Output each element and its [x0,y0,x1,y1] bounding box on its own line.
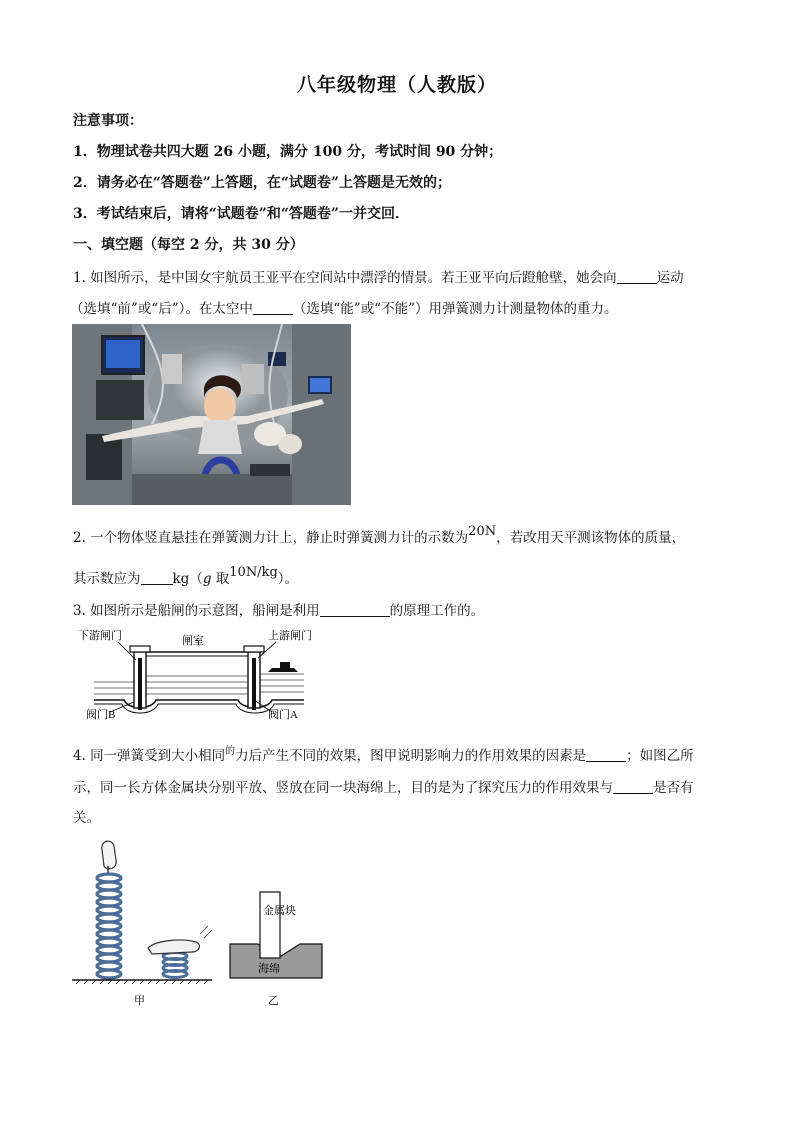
page-title: 八年级物理（人教版） [296,74,497,96]
section-heading: 一、填空题（每空 2 分，共 30 分） [73,237,304,253]
notice-item-2: 2．请务必在“答题卷”上答题，在“试题卷”上答题是无效的； [73,175,451,191]
ship-lock-diagram [72,628,312,723]
answer-blank[interactable] [320,602,390,617]
answer-blank[interactable] [613,779,653,794]
answer-blank[interactable] [253,300,293,315]
figure-label-jia: 甲 [134,995,145,1007]
answer-blank[interactable] [141,570,173,585]
q4-line1: 4. 同一弹簧受到大小相同$^的$力后产生不同的效果，图甲说明影响力的作用效果的因素是 ；如图乙所 [73,746,694,764]
notice-item-3: 3．考试结束后，请将“试题卷”和“答题卷”一并交回． [73,206,409,222]
space-station-photo [72,324,351,505]
q4-line3: 关。 [73,810,100,826]
q1-line1: 1. 如图所示，是中国女宇航员王亚平在空间站中漂浮的情景。若王亚平向后蹬舱壁，她会向 运动 [73,270,684,286]
valve-b-label: 阀门B [86,709,116,721]
figure-label-yi: 乙 [268,995,279,1007]
q2-line1: 2. 一个物体竖直悬挂在弹簧测力计上，静止时弹簧测力计的示数为20N，若改用天平测该物体的质量， [73,524,686,546]
upstream-gate-label: 上游闸门 [268,630,312,642]
answer-blank[interactable] [586,747,626,762]
notice-heading: 注意事项： [73,113,143,129]
answer-blank[interactable] [617,269,657,284]
q3-line: 3. 如图所示是船闸的示意图，船闸是利用 的原理工作的。 [73,603,485,619]
q4-line2: 示，同一长方体金属块分别平放、竖放在同一块海绵上，目的是为了探究压力的作用效果与 是否有 [73,780,694,796]
metal-block-label: 金属块 [263,905,296,917]
valve-a-label: 阀门A [268,709,298,721]
spring-sponge-diagram [72,838,332,1013]
downstream-gate-label: 下游闸门 [78,630,122,642]
notice-item-1: 1．物理试卷共四大题 26 小题，满分 100 分，考试时间 90 分钟； [73,144,503,160]
chamber-label: 闸室 [182,635,204,647]
sponge-label: 海绵 [258,963,280,975]
q1-line2: （选填“前”或“后”）。在太空中 （选填“能”或“不能”）用弹簧测力计测量物体的重力。 [70,301,618,317]
q2-line2: 其示数应为 kg（g 取10N/kg）。 [73,565,299,587]
